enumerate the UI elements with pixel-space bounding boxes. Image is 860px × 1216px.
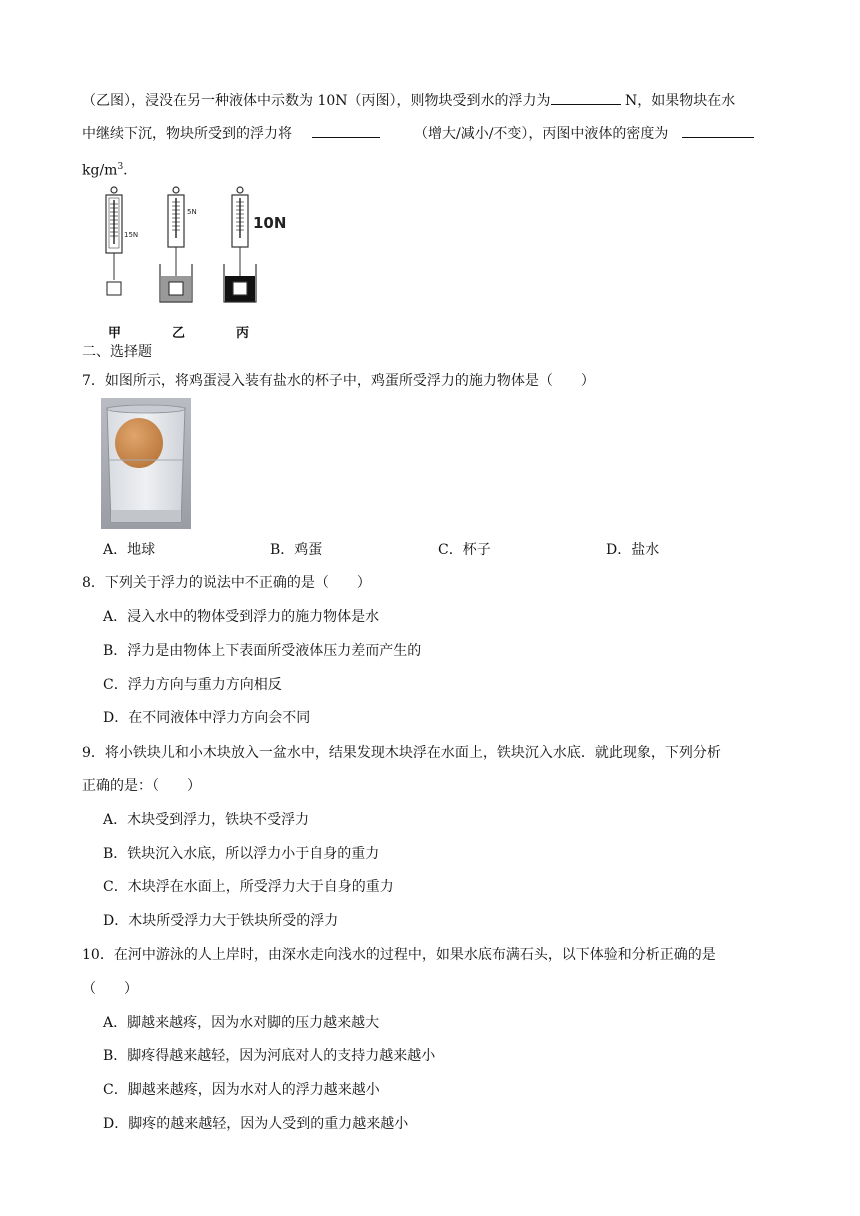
q10-option-c[interactable]: C．脚越来越疼，因为水对人的浮力越来越小	[103, 1082, 380, 1098]
answer-blank[interactable]	[312, 122, 380, 138]
q6-text: （增大/减小/不变），丙图中液体的密度为	[414, 126, 669, 142]
scale-reading: 15N	[124, 231, 139, 239]
scale-reading: 10N	[253, 214, 287, 232]
q6-text: 中继续下沉，物块所受到的浮力将	[82, 126, 292, 142]
q6-text: .	[123, 162, 128, 179]
q8-stem: 8．下列关于浮力的说法中不正确的是（ ）	[82, 575, 371, 591]
answer-blank[interactable]	[682, 122, 754, 138]
answer-blank[interactable]	[551, 89, 621, 105]
q6-line2	[82, 122, 754, 144]
q8-option-c[interactable]: C．浮力方向与重力方向相反	[103, 677, 282, 693]
block-in-liquid	[233, 282, 247, 295]
q9-stem-line2: 正确的是：（ ）	[82, 778, 201, 794]
q10-option-b[interactable]: B．脚疼得越来越轻，因为河底对人的支持力越来越小	[103, 1048, 436, 1064]
spring-scale-bing	[224, 187, 286, 302]
q7-option-a[interactable]: A．地球	[103, 542, 156, 558]
q7-option-d[interactable]: D．盐水	[606, 542, 660, 558]
q10-stem-line2: （ ）	[82, 981, 138, 997]
spring-scale-yi	[160, 187, 197, 302]
q6-line1	[82, 89, 735, 111]
q9-option-d[interactable]: D．木块所受浮力大于铁块所受的浮力	[103, 913, 339, 929]
q9-stem-line1: 9．将小铁块儿和小木块放入一盆水中，结果发现木块浮在水面上，铁块沉入水底．就此现象，下列分析	[82, 745, 721, 761]
spring-scale-figure	[96, 186, 296, 336]
q6-line3	[82, 157, 128, 181]
q8-option-d[interactable]: D．在不同液体中浮力方向会不同	[103, 710, 311, 726]
figure-label-bing: 丙	[236, 326, 250, 341]
q9-option-a[interactable]: A．木块受到浮力，铁块不受浮力	[103, 812, 310, 828]
block-in-air	[107, 282, 121, 295]
q6-text: N，如果物块在水	[620, 93, 736, 109]
figure-label-yi: 乙	[172, 326, 186, 341]
q8-option-b[interactable]: B．浮力是由物体上下表面所受液体压力差而产生的	[103, 643, 422, 659]
q7-option-c[interactable]: C．杯子	[438, 542, 491, 558]
figure-label-jia: 甲	[108, 326, 122, 341]
scale-reading: 5N	[187, 208, 197, 216]
spring-scale-jia	[106, 187, 138, 295]
q10-stem-line1: 10．在河中游泳的人上岸时，由深水走向浅水的过程中，如果水底布满石头，以下体验和分析正确的是	[82, 947, 716, 963]
q8-option-a[interactable]: A．浸入水中的物体受到浮力的施力物体是水	[103, 609, 380, 625]
egg-in-salt-water-photo	[101, 398, 191, 529]
q10-option-d[interactable]: D．脚疼的越来越轻，因为人受到的重力越来越小	[103, 1116, 409, 1132]
section-title: 二、选择题	[82, 344, 152, 360]
q9-option-c[interactable]: C．木块浮在水面上，所受浮力大于自身的重力	[103, 879, 394, 895]
q7-stem: 7．如图所示，将鸡蛋浸入装有盐水的杯子中，鸡蛋所受浮力的施力物体是（ ）	[82, 373, 595, 389]
q6-text: （乙图），浸没在另一种液体中示数为 10N（丙图），则物块受到水的浮力为	[82, 93, 551, 109]
q10-option-a[interactable]: A．脚越来越疼，因为水对脚的压力越来越大	[103, 1015, 380, 1031]
unit-superscript: 3	[117, 162, 124, 172]
block-in-water	[169, 282, 183, 295]
q7-option-b[interactable]: B．鸡蛋	[270, 542, 323, 558]
density-unit: kg/m	[82, 162, 118, 179]
q9-option-b[interactable]: B．铁块沉入水底，所以浮力小于自身的重力	[103, 846, 380, 862]
